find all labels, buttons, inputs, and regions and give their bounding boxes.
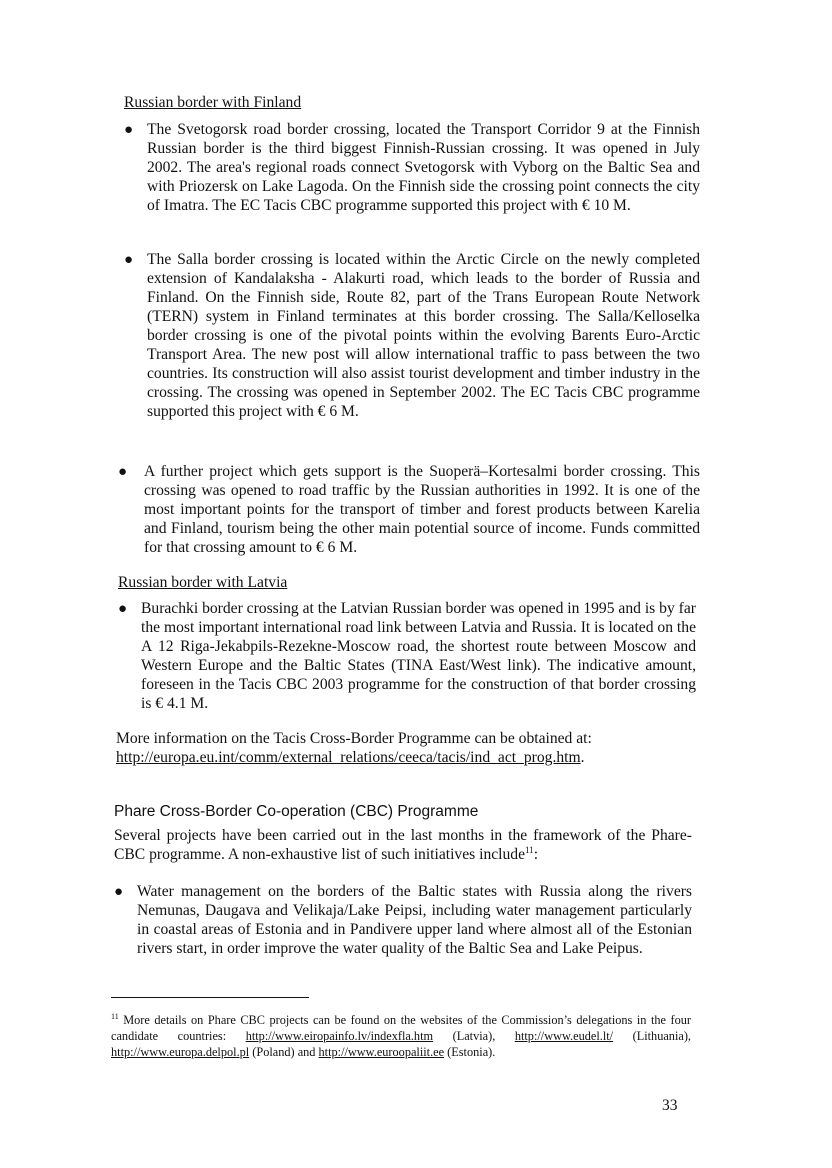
phare-intro-text: Several projects have been carried out in the last months in the framework of the Phare-CBC programme. A non-exhaustive list of such initiatives include [114, 827, 692, 863]
footnote-text: (Estonia). [444, 1045, 496, 1060]
page-number: 33 [662, 1097, 678, 1114]
bullet-marker: ● [118, 601, 128, 617]
more-info-period: . [580, 749, 585, 766]
phare-section-title: Phare Cross-Border Co-operation (CBC) Programme [114, 803, 479, 820]
section-heading-finland: Russian border with Finland [124, 94, 302, 111]
section-heading-latvia: Russian border with Latvia [118, 574, 288, 591]
footnote-text: More details on Phare CBC projects can be found on the websites of the Commission’s delegations in the four candidate countries: [111, 1013, 691, 1044]
bullet-marker: ● [114, 884, 124, 900]
footnote-text: (Latvia), [433, 1029, 515, 1044]
footnote-text: (Poland) and [249, 1045, 319, 1060]
estonia-link[interactable]: http://www.euroopaliit.ee [318, 1045, 445, 1060]
bullet-marker: ● [118, 464, 128, 480]
lithuania-link[interactable]: http://www.eudel.lt/ [514, 1029, 614, 1044]
footnote-separator [111, 997, 309, 998]
phare-intro-colon: : [533, 846, 539, 863]
footnote-text: (Lithuania), [613, 1029, 692, 1044]
latvia-link[interactable]: http://www.eiropainfo.lv/indexfla.htm [245, 1029, 434, 1044]
phare-intro [114, 826, 692, 864]
footnote [111, 1009, 691, 1060]
more-info-text: More information on the Tacis Cross-Border Programme can be obtained at: [116, 730, 592, 747]
footnote-number: 11 [111, 1012, 119, 1021]
bullet-marker: ● [124, 122, 134, 138]
footnote-reference[interactable]: 11 [525, 844, 534, 855]
tacis-programme-link[interactable]: http://europa.eu.int/comm/external_relations/ceeca/tacis/ind_act_prog.htm [116, 749, 581, 766]
more-info-line [116, 748, 696, 767]
bullet-item-water-management: Water management on the borders of the Baltic states with Russia along the rivers Nemunas, Daugava and Velikaja/Lake Peipsi, including water management particularly in coastal areas of Estonia and in Pandivere upper land where almost all of the Estonian rivers start, in order improve the water quality of the Baltic Sea and Lake Peipus. [137, 883, 692, 957]
bullet-item-salla: The Salla border crossing is located within the Arctic Circle on the newly completed extension of Kandalaksha - Alakurti road, which leads to the border of Russia and Finland. On the Finnish side, Route 82, part of the Trans European Route Network (TERN) system in Finland terminates at this border crossing. The Salla/Kelloselka border crossing is one of the pivotal points within the evolving Barents Euro-Arctic Transport Area. The new post will allow international traffic to pass between the two countries. Its construction will also assist tourist development and timber industry in the crossing. The crossing was opened in September 2002. The EC Tacis CBC programme supported this project with € 6 M. [147, 251, 700, 420]
bullet-item-svetogorsk: The Svetogorsk road border crossing, located the Transport Corridor 9 at the Finnish Russian border is the third biggest Finnish-Russian crossing. It was opened in July 2002. The area's regional roads connect Svetogorsk with Vyborg on the Baltic Sea and with Priozersk on Lake Lagoda. On the Finnish side the crossing point connects the city of Imatra. The EC Tacis CBC programme supported this project with € 10 M. [147, 121, 700, 214]
bullet-marker: ● [124, 252, 134, 268]
bullet-item-burachki: Burachki border crossing at the Latvian Russian border was opened in 1995 and is by far the most important international road link between Latvia and Russia. It is located on the A 12 Riga-Jekabpils-Rezekne-Moscow road, the shortest route between Moscow and Western Europe and the Baltic States (TINA East/West link). The indicative amount, foreseen in the Tacis CBC 2003 programme for the construction of that border crossing is € 4.1 M. [141, 600, 696, 712]
bullet-item-suopera: A further project which gets support is the Suoperä–Kortesalmi border crossing. This crossing was opened to road traffic by the Russian authorities in 1992. It is one of the most important points for the transport of timber and forest products between Karelia and Finland, tourism being the other main potential source of income. Funds committed for that crossing amount to € 6 M. [144, 463, 700, 556]
poland-link[interactable]: http://www.europa.delpol.pl [111, 1045, 250, 1060]
